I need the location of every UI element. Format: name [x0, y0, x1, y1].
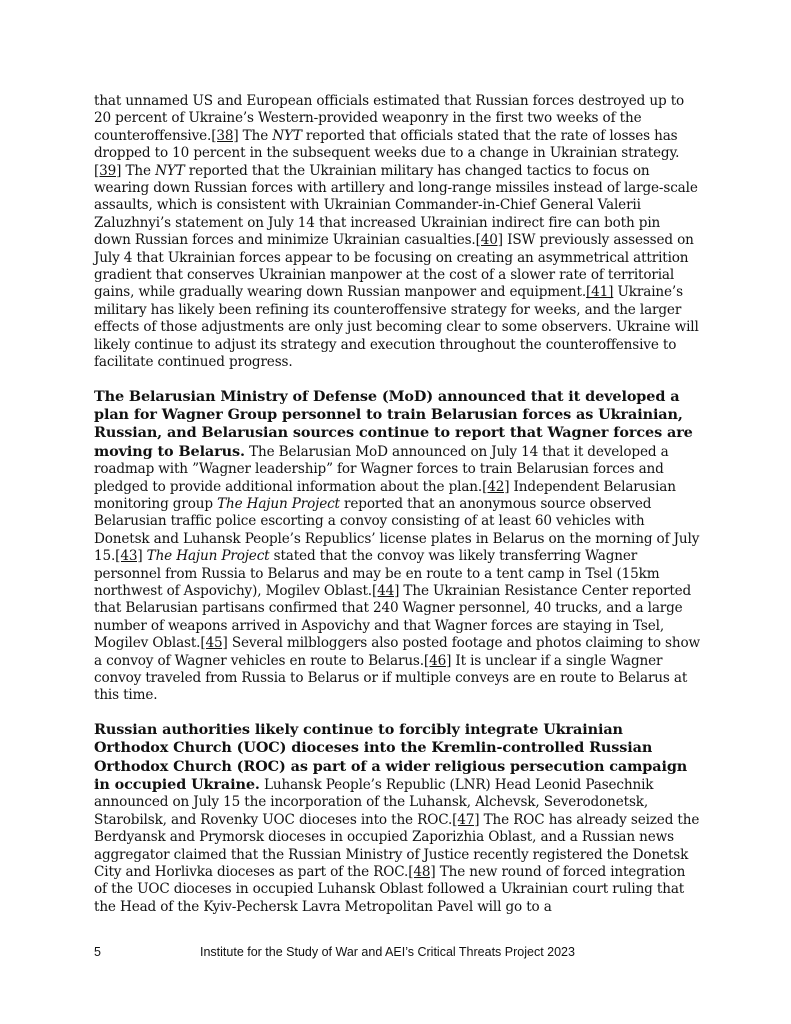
body-text-run: The: [121, 162, 156, 179]
body-text-run: The: [238, 127, 273, 144]
italic-text: NYT: [272, 127, 302, 144]
paragraph-1: [94, 93, 700, 372]
body-text-run: The Ukrainian Resistance Center reported that Belarusian partisans confirmed that 240 Wagner personnel, 40 trucks, and a large number of weapons arrived in Aspovichy and that Wagner forces are staying in Tsel, Mogilev Oblast.: [94, 582, 692, 652]
body-text-run: It is unclear if a single Wagner convoy traveled from Russia to Belarus or if multiple conveys are en route to Belarus at this time.: [94, 652, 688, 704]
paragraph-3: [94, 721, 700, 916]
body-text-run: reported that an anonymous source observed Belarusian traffic police escorting a convoy consisting of at least 60 vehicles with Donetsk and Luhansk People’s Republics’ license plates in Belarus on the morning of July 15.: [94, 495, 700, 565]
body-text-run: ISW previously assessed on July 4 that Ukrainian forces appear to be focusing on creating an asymmetrical attrition gradient that conserves Ukrainian manpower at the cost of a slower rate of territorial gains, while gradually wearing down Russian manpower and equipment.: [94, 232, 694, 301]
footnote-link[interactable]: [48]: [408, 864, 436, 881]
page-number: 5: [94, 945, 101, 959]
body-text-run: reported that the Ukrainian military has changed tactics to focus on wearing down Russian forces with artillery and long-range missiles instead of large-scale assaults, which is consistent with Ukrainian Commander-in-Chief General Valerii Zaluzhnyi’s statement on July 14 that increased Ukrainian indirect fire can both pin down Russian forces and minimize Ukrainian casualties.: [94, 162, 698, 249]
footnote-link[interactable]: [44]: [371, 582, 400, 599]
paragraph-2: [94, 388, 700, 705]
page-footer: [0, 945, 791, 965]
bold-lead-sentence: Russian authorities likely continue to forcibly integrate Ukrainian Orthodox Church (UOC) dioceses into the Kremlin-controlled Russian Orthodox Church (ROC) as part of a wider religious persecution campaign in occupied Ukraine.: [94, 720, 688, 794]
footnote-link[interactable]: [41]: [586, 284, 614, 301]
footnote-link[interactable]: [43]: [115, 548, 143, 565]
body-text-run: Ukraine’s military has likely been refining its counteroffensive strategy for weeks, and the larger effects of those adjustments are only just becoming clear to some observers. Ukraine will likely continue to adjust its strategy and execution throughout the counteroffensive to facilitate continued progress.: [94, 284, 699, 371]
document-body: [94, 93, 700, 932]
footnote-link[interactable]: [45]: [200, 635, 228, 652]
body-text-run: stated that the convoy was likely transferring Wagner personnel from Russia to Belarus and may be en route to a tent camp in Tsel (15km northwest of Aspovichy), Mogilev Oblast.: [94, 548, 660, 599]
body-text-run: Luhansk People’s Republic (LNR) Head Leonid Pasechnik announced on July 15 the incorporation of the Luhansk, Alchevsk, Severodonetsk, Starobilsk, and Rovenky UOC dioceses into the ROC.: [94, 777, 654, 828]
bold-lead-sentence: The Belarusian Ministry of Defense (MoD) announced that it developed a plan for Wagner Group personnel to train Belarusian forces as Ukrainian, Russian, and Belarusian sources continue to report that Wagner forces are moving to Belarus.: [94, 387, 693, 460]
body-text-run: Several milbloggers also posted footage and photos claiming to show a convoy of Wagner vehicles en route to Belarus.: [94, 635, 700, 669]
italic-text: The Hajun Project: [217, 495, 340, 512]
footer-text: Institute for the Study of War and AEI’s Critical Threats Project 2023: [200, 945, 575, 959]
body-text-run: The Belarusian MoD announced on July 14 that it developed a roadmap with ”Wagner leadership” for Wagner forces to train Belarusian forces and pledged to provide additional information about the plan.: [94, 443, 669, 495]
body-text-run: Independent Belarusian monitoring group: [94, 478, 676, 512]
italic-text: NYT: [155, 162, 185, 179]
footnote-link[interactable]: [42]: [482, 478, 510, 495]
footnote-link[interactable]: [39]: [94, 162, 122, 179]
body-text-run: reported that officials stated that the rate of losses has dropped to 10 percent in the subsequent weeks due to a change in Ukrainian strategy.: [94, 127, 680, 162]
footnote-link[interactable]: [40]: [475, 232, 503, 249]
footnote-link[interactable]: [38]: [211, 127, 239, 144]
body-text-run: that unnamed US and European officials estimated that Russian forces destroyed up to 20 percent of Ukraine’s Western-provided weaponry in the first two weeks of the counteroffensive.: [94, 93, 685, 144]
italic-text: The Hajun Project: [146, 548, 270, 565]
body-text-run: The ROC has already seized the Berdyansk and Prymorsk dioceses in occupied Zaporizhia Oblast, and a Russian news aggregator claimed that the Russian Ministry of Justice recently registered the Donetsk City and Horlivka dioceses as part of the ROC.: [94, 811, 700, 881]
footnote-link[interactable]: [46]: [423, 652, 452, 669]
body-text-run: The new round of forced integration of the UOC dioceses in occupied Luhansk Oblast followed a Ukrainian court ruling that the Head of the Kyiv-Pechersk Lavra Metropolitan Pavel will go to a: [94, 864, 686, 915]
footnote-link[interactable]: [47]: [452, 811, 480, 828]
